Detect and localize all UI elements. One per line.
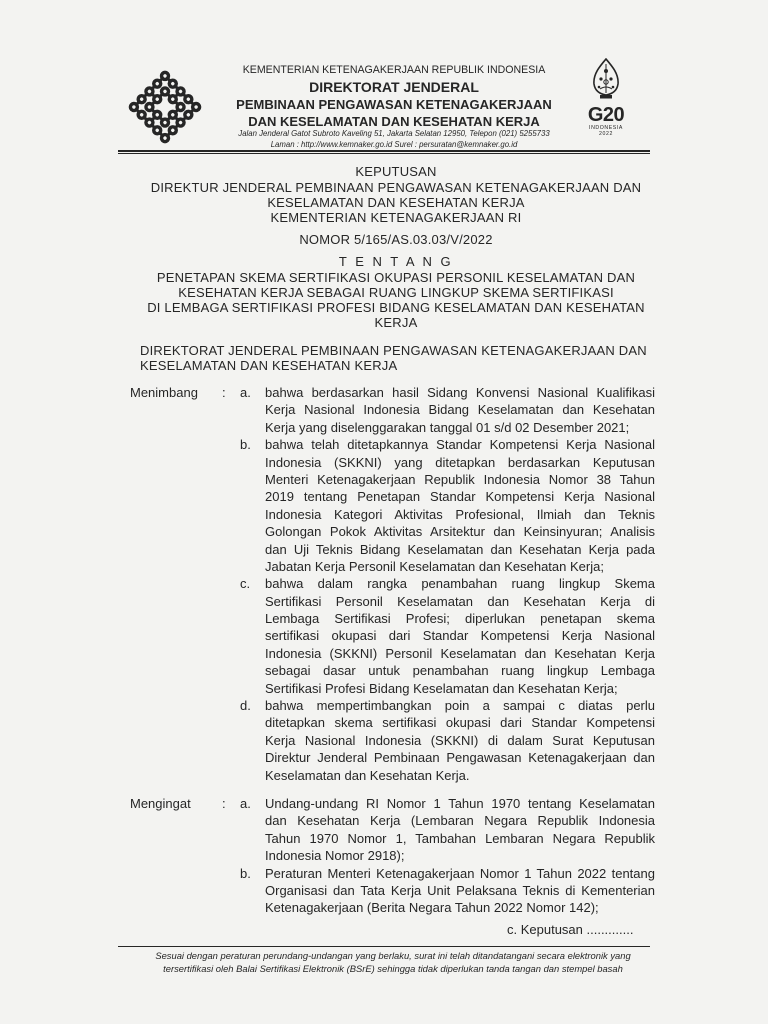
issuer-line: KEMENTERIAN KETENAGAKERJAAN RI — [270, 209, 522, 225]
clause-text — [265, 575, 655, 697]
g20-logo — [578, 58, 634, 137]
clause-line: Ketenagakerjaan (Berita Negara Tahun 2022 Nomor 142); — [265, 900, 599, 916]
clause-line: sertifikasi okupasi dari Standar Kompetensi Kerja Nasional — [265, 628, 655, 644]
g20-country: INDONESIA — [589, 125, 623, 131]
directorate-line: DIREKTORAT JENDERAL — [309, 79, 479, 95]
clause-line: Kerja Nasional Indonesia Bidang Keselamatan dan Kesehatan — [265, 402, 655, 418]
clause-marker: d. — [240, 698, 251, 714]
clause-marker: c. — [240, 576, 251, 592]
clause-line: Menteri Ketenagakerjaan Republik Indonesia Nomor 38 Tahun — [265, 471, 655, 487]
clause-marker: a. — [240, 796, 251, 811]
clause-line: Sertifikasi Personil Keselamatan dan Kesehatan Kerja di — [265, 593, 655, 609]
clause-text — [265, 865, 655, 917]
footnote-line: tersertifikasi oleh Balai Sertifikasi Elektronik (BSrE) sehingga tidak diperlukan tanda tangan dan stempel basah — [163, 963, 623, 974]
clause-line: Undang-undang RI Nomor 1 Tahun 1970 tentang Keselamatan — [265, 796, 655, 811]
issuer-line: DIREKTUR JENDERAL PEMBINAAN PENGAWASAN KETENAGAKERJAAN DAN — [150, 179, 642, 195]
clause-line: bahwa telah ditetapkannya Standar Kompetensi Kerja Nasional — [265, 437, 655, 453]
clause-line: Keselamatan dan Kesehatan Kerja. — [265, 767, 470, 783]
decree-about-label: T E N T A N G — [338, 253, 454, 269]
clause-line: bahwa mempertimbangkan poin a sampai c diatas perlu — [265, 698, 655, 714]
clause-marker: b. — [240, 437, 251, 453]
clause-line: Indonesia (SKKNI) Personil Keselamatan dan Kesehatan Kerja — [265, 645, 655, 661]
section-colon: : — [222, 385, 226, 400]
clause-line: Sertifikasi Profesi Bidang Keselamatan dan Kesehatan Kerja; — [265, 680, 618, 696]
letterhead-address: Jalan Jenderal Gatot Subroto Kaveling 51, Jakarta Selatan 12950, Telepon (021) 5255733 — [238, 129, 550, 138]
clause-item — [240, 575, 670, 697]
decree-authority — [140, 343, 680, 374]
clause-item — [240, 384, 670, 436]
clause-text — [265, 384, 655, 436]
directorate-line: PEMBINAAN PENGAWASAN KETENAGAKERJAAN — [236, 97, 552, 112]
subject-line: DI LEMBAGA SERTIFIKASI PROFESI BIDANG KESELAMATAN DAN KESEHATAN — [147, 299, 645, 315]
clause-line: 2019 tentang Penetapan Standar Kompetensi Kerja Nasional — [265, 489, 655, 505]
clause-line: Indonesia Nomor 2918); — [265, 848, 405, 864]
footnote-line: Sesuai dengan peraturan perundang-undangan yang berlaku, surat ini telah ditandatangani secara elektronik yang — [155, 950, 631, 961]
letterhead-divider — [118, 150, 650, 154]
section-label: Menimbang — [130, 385, 198, 400]
decree-subject — [96, 270, 696, 330]
section-menimbang — [130, 384, 670, 784]
authority-line: DIREKTORAT JENDERAL PEMBINAAN PENGAWASAN KETENAGAKERJAAN DAN — [140, 342, 647, 358]
clause-text — [265, 436, 655, 575]
page-continuation: c. Keputusan ............. — [507, 922, 634, 937]
clause-line: bahwa dalam rangka penambahan ruang lingkup Skema — [265, 576, 655, 592]
clause-line: Tahun 1970 Nomor 1, Tambahan Lembaran Negara Republik — [265, 830, 655, 846]
clause-line: Peraturan Menteri Ketenagakerjaan Nomor 1 Tahun 2022 tentang — [265, 865, 655, 881]
subject-line: PENETAPAN SKEMA SERTIFIKASI OKUPASI PERSONIL KESELAMATAN DAN — [156, 269, 636, 285]
clause-text — [265, 795, 655, 865]
clause-line: Indonesia Kategori Aktivitas Profesional, Ilmiah dan Teknis — [265, 506, 655, 522]
decree-type: KEPUTUSAN — [355, 163, 437, 179]
decree-issuer — [96, 180, 696, 225]
directorate-line: DAN KESELAMATAN DAN KESEHATAN KERJA — [248, 114, 540, 129]
decree-number: NOMOR 5/165/AS.03.03/V/2022 — [299, 231, 493, 247]
clause-item — [240, 865, 670, 917]
section-mengingat — [130, 795, 670, 917]
clause-line: Kerja Nasional Indonesia (SKKNI) di dalam Surat Keputusan — [265, 732, 655, 748]
clause-item — [240, 436, 670, 575]
clause-marker: a. — [240, 385, 251, 400]
clause-list — [240, 795, 670, 917]
clause-line: sebagai dasar untuk penambahan ruang lingkup Lembaga — [265, 663, 655, 679]
clause-line: Lembaga Sertifikasi Profesi; diperlukan penetapan skema — [265, 611, 655, 627]
clause-marker: b. — [240, 865, 251, 881]
g20-year: 2022 — [599, 131, 613, 137]
clause-line: Kerja yang diselenggarakan tanggal 01 s/d 02 Desember 2021; — [265, 419, 630, 435]
clause-line: Organisasi dan Tata Kerja Unit Pelaksana Teknis di Kementerian — [265, 882, 655, 898]
clause-line: Direktur Jenderal Pembinaan Pengawasan Ketenagakerjaan dan — [265, 750, 655, 766]
clause-line: Golongan Pokok Aktivitas Arsitektur dan Keinsinyuran; Analisis — [265, 524, 655, 540]
g20-mark: G20 — [587, 104, 625, 126]
clause-line: Jabatan Kerja Personil Keselamatan dan Kesehatan Kerja; — [265, 558, 604, 574]
clause-list — [240, 384, 670, 784]
section-label: Mengingat — [130, 796, 191, 811]
clause-line: ditetapkan skema sertifikasi okupasi dari Standar Kompetensi — [265, 715, 655, 731]
footer-divider — [118, 946, 650, 947]
clause-item — [240, 697, 670, 784]
authority-line: KESELAMATAN DAN KESEHATAN KERJA — [140, 358, 398, 373]
clause-line: dan Kesehatan Kerja (Lembaran Negara Republik Indonesia — [265, 813, 655, 829]
clause-line: dan Uji Teknis Bidang Keselamatan dan Kesehatan Kerja pada — [265, 541, 655, 557]
section-colon: : — [222, 796, 226, 811]
ministry-logo-icon — [125, 67, 205, 147]
letterhead-contact: Laman : http://www.kemnaker.go.id Surel : persuratan@kemnaker.go.id — [270, 140, 518, 149]
clause-line: Indonesia (SKKNI) yang ditetapkan berdasarkan Keputusan — [265, 454, 655, 470]
clause-line: bahwa berdasarkan hasil Sidang Konvensi Nasional Kualifikasi — [265, 385, 655, 400]
clause-item — [240, 795, 670, 865]
ministry-name: KEMENTERIAN KETENAGAKERJAAN REPUBLIK INDONESIA — [242, 64, 546, 76]
issuer-line: KESELAMATAN DAN KESEHATAN KERJA — [267, 194, 525, 210]
g20-ornament-icon — [591, 58, 621, 100]
subject-line: KERJA — [374, 314, 418, 330]
subject-line: KESEHATAN KERJA SEBAGAI RUANG LINGKUP SKEMA SERTIFIKASI — [178, 284, 614, 300]
clause-text — [265, 697, 655, 784]
